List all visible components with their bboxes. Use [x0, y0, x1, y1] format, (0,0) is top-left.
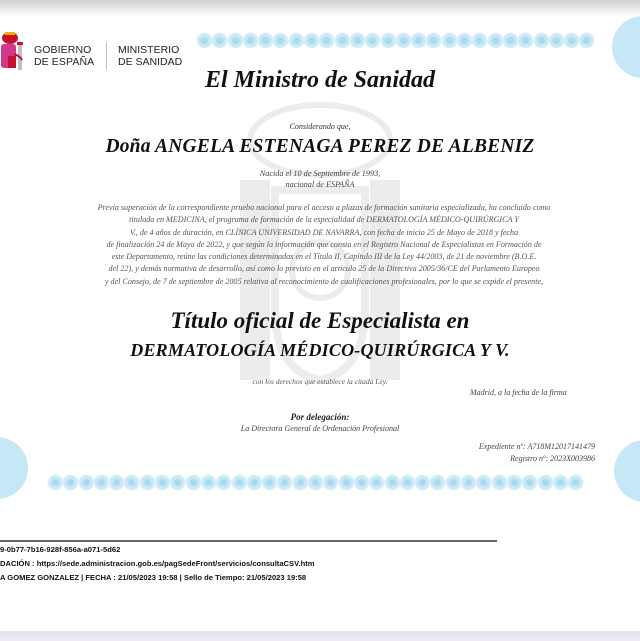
border-dot-icon — [305, 34, 318, 47]
border-dot-icon — [64, 476, 77, 489]
gobierno-line2: DE ESPAÑA — [34, 56, 95, 68]
csv-signature-info: A GOMEZ GONZALEZ | FECHA : 21/05/2023 19:58 | Sello de Tiempo: 21/05/2023 19:58 — [0, 573, 307, 582]
border-dot-icon — [519, 34, 532, 47]
body-line: de finalización 24 de Mayo de 2022, y que según la información que consta en el Registro Nacional de Especialistas en Formación de — [106, 239, 542, 249]
titulo-heading: Título oficial de Especialista en — [170, 308, 470, 333]
border-dot-icon — [431, 476, 444, 489]
footer-divider — [0, 540, 497, 542]
border-dot-icon — [202, 476, 215, 489]
border-dot-icon — [320, 34, 333, 47]
border-dot-icon — [309, 476, 322, 489]
border-dot-icon — [278, 476, 291, 489]
seal-bottom-left-icon — [0, 437, 28, 499]
border-dot-icon — [244, 34, 257, 47]
nationality-line: nacional de ESPAÑA — [285, 180, 355, 189]
recipient-name: Doña ANGELA ESTENAGA PEREZ DE ALBENIZ — [105, 136, 535, 157]
border-dot-icon — [340, 476, 353, 489]
border-dot-icon — [412, 34, 425, 47]
border-dot-icon — [554, 476, 567, 489]
birth-line: Nacida el 10 de Septiembre de 1993, — [259, 169, 381, 178]
border-dot-icon — [401, 476, 414, 489]
border-dot-icon — [539, 476, 552, 489]
body-line: V., de 4 años de duración, en CLÍNICA UNIVERSIDAD DE NAVARRA, con fecha de inicio 25 de Mayo de 2018 y fecha — [129, 227, 519, 237]
gobierno-line1: GOBIERNO — [34, 44, 92, 56]
border-dot-icon — [217, 476, 230, 489]
border-dot-icon — [366, 34, 379, 47]
border-dot-icon — [355, 476, 368, 489]
border-dot-icon — [213, 34, 226, 47]
csv-code: 9-0b77-7b16-928f-856a-a071-5d62 — [0, 545, 121, 554]
border-dot-icon — [493, 476, 506, 489]
border-dot-icon — [427, 34, 440, 47]
header-divider — [106, 42, 107, 70]
body-line: este Departamento, reúne las condiciones determinadas en el Título II, Capítulo III de la Ley 44/2003, de 21 de noviembre (B.O.E. — [111, 252, 537, 262]
csv-validation-url[interactable]: DACIÓN : https://sede.administracion.gob.es/pagSedeFront/servicios/consultaCSV.htm — [0, 559, 315, 568]
border-dot-icon — [523, 476, 536, 489]
border-dot-icon — [263, 476, 276, 489]
ministerio-line2: DE SANIDAD — [118, 56, 183, 68]
border-dot-icon — [336, 34, 349, 47]
border-dot-icon — [397, 34, 410, 47]
place-date: Madrid, a la fecha de la firma — [470, 388, 567, 397]
border-dot-icon — [447, 476, 460, 489]
border-dot-icon — [550, 34, 563, 47]
border-dot-icon — [141, 476, 154, 489]
signer-title: La Directora General de Ordenación Profesional — [240, 424, 400, 433]
border-dot-icon — [508, 476, 521, 489]
border-dot-icon — [462, 476, 475, 489]
expediente-number: Expediente nº: A718M12017141479 — [478, 442, 595, 451]
specialty-name: DERMATOLOGÍA MÉDICO-QUIRÚRGICA Y V. — [130, 340, 510, 360]
certificate-title: El Ministro de Sanidad — [204, 67, 436, 93]
considerando-label: Considerando que, — [289, 122, 351, 131]
rights-line: con los derechos que establece la citada Ley. — [252, 377, 388, 386]
border-dot-icon — [473, 34, 486, 47]
bottom-dot-border — [49, 476, 582, 489]
border-dot-icon — [95, 476, 108, 489]
body-line: Previa superación de la correspondiente prueba nacional para el acceso a plazas de formación sanitaria especializada, ha concluido como — [97, 203, 551, 212]
border-dot-icon — [386, 476, 399, 489]
border-dot-icon — [198, 34, 211, 47]
delegation-label: Por delegación: — [290, 412, 350, 422]
border-dot-icon — [80, 476, 93, 489]
border-dot-icon — [458, 34, 471, 47]
border-dot-icon — [443, 34, 456, 47]
ministerio-line1: MINISTERIO — [118, 44, 180, 56]
border-dot-icon — [324, 476, 337, 489]
border-dot-icon — [351, 34, 364, 47]
ministerio-sanidad-label — [118, 44, 182, 68]
border-dot-icon — [125, 476, 138, 489]
border-dot-icon — [477, 476, 490, 489]
border-dot-icon — [565, 34, 578, 47]
seal-bottom-right-icon — [614, 440, 640, 502]
border-dot-icon — [187, 476, 200, 489]
birth-info — [0, 168, 640, 190]
body-line: y del Consejo, de 7 de septiembre de 2005 relativa al reconocimiento de cualificaciones profesionales, por lo que se expide el presente, — [104, 276, 544, 286]
border-dot-icon — [504, 34, 517, 47]
border-dot-icon — [110, 476, 123, 489]
border-dot-icon — [259, 34, 272, 47]
border-dot-icon — [156, 476, 169, 489]
border-dot-icon — [233, 476, 246, 489]
border-dot-icon — [229, 34, 242, 47]
body-line: titulada en MEDICINA, el programa de formación de la especialidad de DERMATOLOGÍA MÉDICO-QUIRÚRGICA Y — [129, 215, 519, 225]
border-dot-icon — [274, 34, 287, 47]
border-dot-icon — [370, 476, 383, 489]
border-dot-icon — [248, 476, 261, 489]
top-dot-border — [198, 34, 593, 47]
border-dot-icon — [290, 34, 303, 47]
certificate — [0, 12, 640, 512]
border-dot-icon — [171, 476, 184, 489]
gobierno-espana-label — [34, 44, 94, 68]
border-dot-icon — [535, 34, 548, 47]
border-dot-icon — [416, 476, 429, 489]
border-dot-icon — [49, 476, 62, 489]
border-dot-icon — [580, 34, 593, 47]
certificate-body — [74, 202, 574, 288]
body-line: del 22), y demás normativa de desarrollo, así como lo previsto en el artículo 25 de la Directiva 2005/36/CE del Parlamento Europeo — [108, 264, 540, 274]
border-dot-icon — [294, 476, 307, 489]
border-dot-icon — [382, 34, 395, 47]
registro-number: Registro nº: 2023X003986 — [510, 454, 595, 463]
border-dot-icon — [489, 34, 502, 47]
border-dot-icon — [569, 476, 582, 489]
